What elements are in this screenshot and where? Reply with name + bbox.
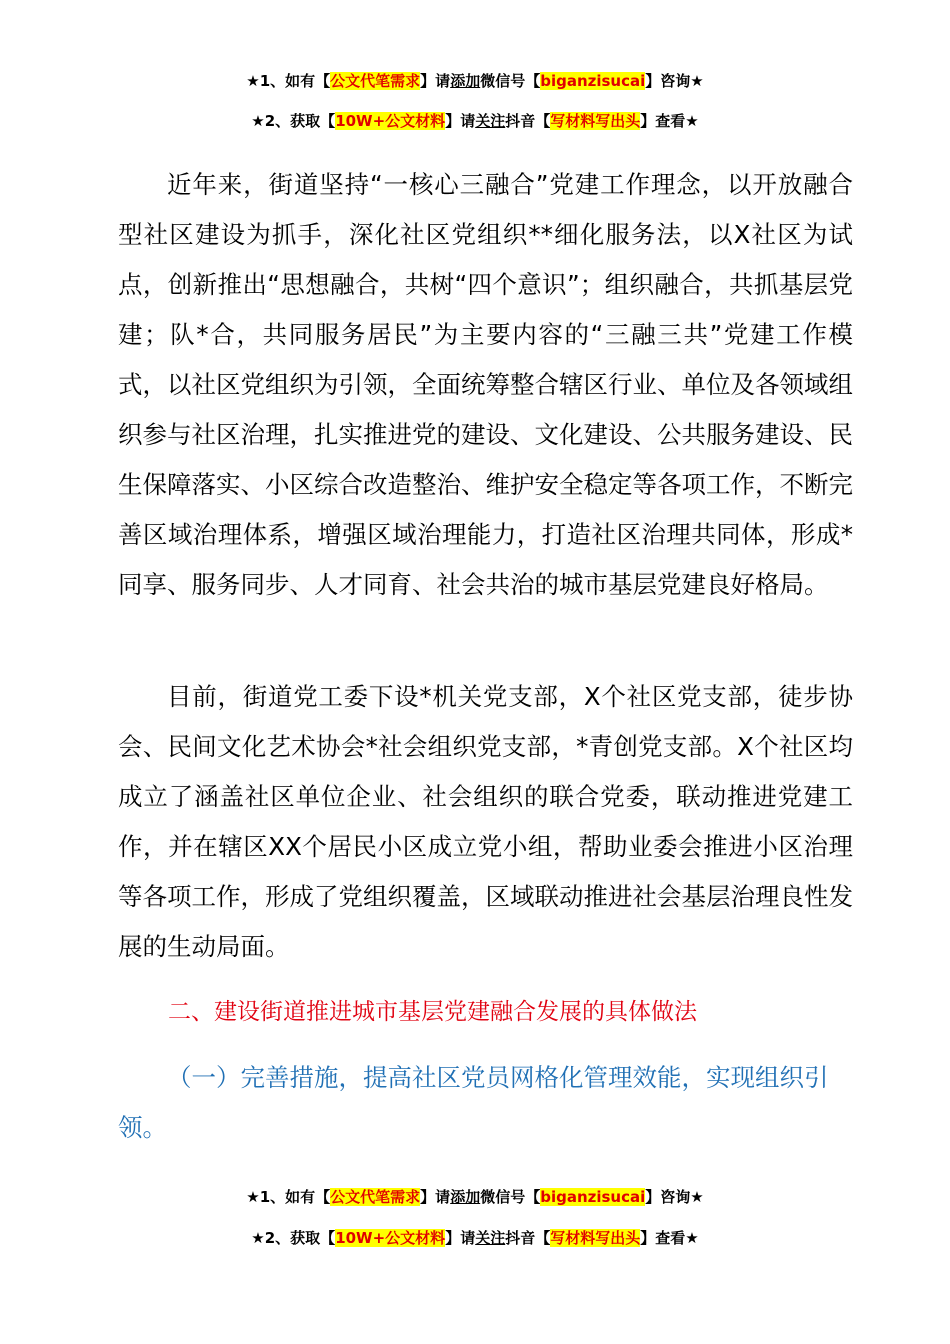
banner-text: 】请 xyxy=(420,1188,451,1206)
banner-highlight: 公文代笔需求 xyxy=(330,72,421,90)
body-paragraph-1: 近年来，街道坚持“一核心三融合”党建工作理念，以开放融合型社区建设为抓手，深化社区党组织**细化服务法，以X社区为试点，创新推出“思想融合，共树“四个意识”；组织融合，共抓基层党建；队*合，共同服务居民”为主要内容的“三融三共”党建工作模式，以社区党组织为引领，全面统筹整合辖区行业、单位及各领域组织参与社区治理，扎实推进党的建设、文化建设、公共服务建设、民生保障落实、小区综合改造整治、维护安全稳定等各项工作，不断完善区域治理体系，增强区域治理能力，打造社区治理共同体，形成*同享、服务同步、人才同育、社会共治的城市基层党建良好格局。 xyxy=(118,170,853,599)
banner-highlight: 公文代笔需求 xyxy=(330,1188,421,1206)
banner-text: 微信号【 xyxy=(480,1188,541,1206)
banner-text: 】请 xyxy=(445,112,476,130)
banner-highlight: 写材料写出头 xyxy=(550,1229,641,1247)
banner-text: ★2、获取【 xyxy=(251,1229,336,1247)
promo-banner-top-line2 xyxy=(0,110,950,132)
subsection-heading: （一）完善措施，提高社区党员网格化管理效能，实现组织引领。 xyxy=(118,1063,829,1142)
promo-banner-bottom-line1 xyxy=(0,1186,950,1208)
promo-banner-bottom-line2 xyxy=(0,1227,950,1249)
banner-emphasis: 添加 xyxy=(450,1188,481,1206)
banner-highlight: 10W+公文材料 xyxy=(335,112,446,130)
banner-highlight: biganzisucai xyxy=(540,1188,646,1206)
banner-text: 微信号【 xyxy=(480,72,541,90)
banner-highlight: 10W+公文材料 xyxy=(335,1229,446,1247)
banner-text: ★1、如有【 xyxy=(246,72,331,90)
banner-highlight: biganzisucai xyxy=(540,72,646,90)
banner-text: 】咨询★ xyxy=(645,72,704,90)
banner-text: 】咨询★ xyxy=(645,1188,704,1206)
banner-text: 】查看★ xyxy=(640,112,699,130)
body-paragraph-2: 目前，街道党工委下设*机关党支部，X个社区党支部，徒步协会、民间文化艺术协会*社会组织党支部，*青创党支部。X个社区均成立了涵盖社区单位企业、社会组织的联合党委，联动推进党建工作，并在辖区XX个居民小区成立党小组，帮助业委会推进小区治理等各项工作，形成了党组织覆盖，区域联动推进社会基层治理良性发展的生动局面。 xyxy=(118,682,853,961)
banner-text: ★1、如有【 xyxy=(246,1188,331,1206)
banner-text: 】请 xyxy=(445,1229,476,1247)
banner-emphasis: 关注 xyxy=(475,112,506,130)
banner-text: 抖音【 xyxy=(505,112,551,130)
banner-emphasis: 关注 xyxy=(475,1229,506,1247)
banner-text: ★2、获取【 xyxy=(251,112,336,130)
banner-text: 】查看★ xyxy=(640,1229,699,1247)
banner-emphasis: 添加 xyxy=(450,72,481,90)
banner-highlight: 写材料写出头 xyxy=(550,112,641,130)
banner-text: 抖音【 xyxy=(505,1229,551,1247)
promo-banner-top-line1 xyxy=(0,70,950,92)
section-heading: 二、建设街道推进城市基层党建融合发展的具体做法 xyxy=(168,999,697,1025)
banner-text: 】请 xyxy=(420,72,451,90)
